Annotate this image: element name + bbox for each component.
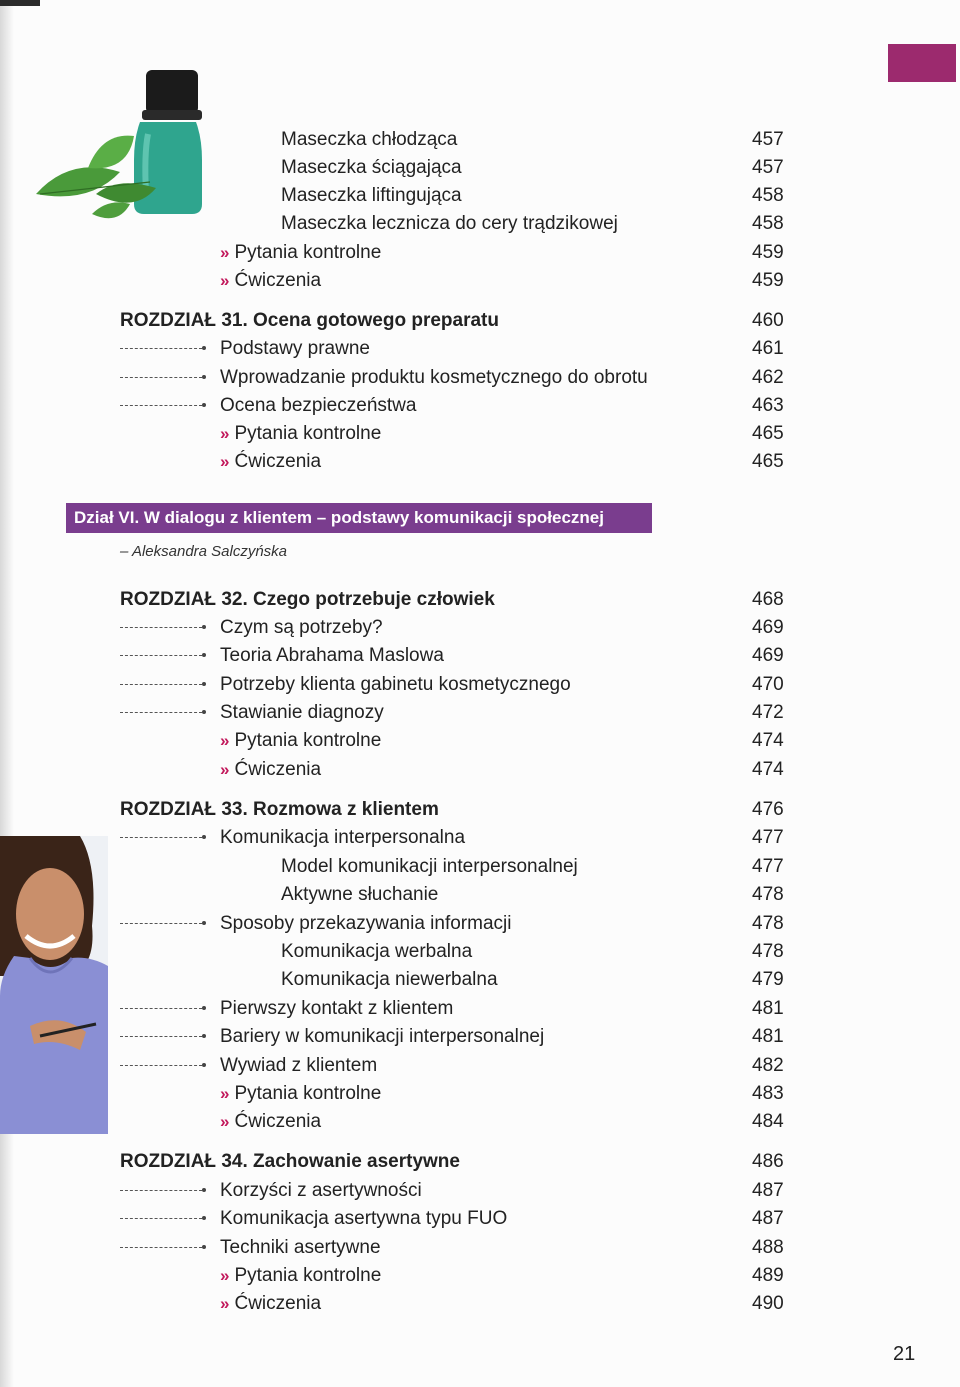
entry-text: Pytania kontrolne xyxy=(234,242,382,263)
double-chevron-right-icon: » xyxy=(220,271,230,290)
toc-entry xyxy=(0,1262,800,1290)
entry-text: Ćwiczenia xyxy=(234,1293,322,1314)
toc-entry xyxy=(0,182,800,210)
entry-title xyxy=(120,307,499,335)
dotted-leader-icon xyxy=(120,627,202,628)
section-tab-marker xyxy=(888,44,956,82)
chapter-row xyxy=(0,1148,800,1176)
dotted-leader-icon xyxy=(120,1218,202,1219)
entry-text: Pytania kontrolne xyxy=(234,423,382,444)
toc-entry xyxy=(0,448,800,476)
entry-text: Czym są potrzeby? xyxy=(220,617,383,638)
entry-title xyxy=(281,126,457,154)
toc-entry xyxy=(0,1080,800,1108)
toc-entry xyxy=(0,1234,800,1262)
entry-title xyxy=(220,448,321,476)
entry-title xyxy=(220,364,648,392)
entry-page-number: 474 xyxy=(752,759,784,780)
dotted-leader-icon xyxy=(120,348,202,349)
toc-entry xyxy=(0,995,800,1023)
entry-page-number: 483 xyxy=(752,1083,784,1104)
entry-page-number: 458 xyxy=(752,185,784,206)
entry-page-number: 465 xyxy=(752,451,784,472)
entry-page-number: 486 xyxy=(752,1151,784,1172)
entry-text: Ćwiczenia xyxy=(234,270,322,291)
entry-page-number: 463 xyxy=(752,395,784,416)
entry-title xyxy=(220,335,370,363)
toc-entry xyxy=(0,756,800,784)
entry-title xyxy=(220,1023,544,1051)
entry-text: Sposoby przekazywania informacji xyxy=(220,913,512,934)
toc-entry xyxy=(0,1290,800,1318)
toc-entry xyxy=(0,210,800,238)
entry-title xyxy=(220,614,383,642)
entry-text: Czego potrzebuje człowiek xyxy=(253,589,495,610)
entry-page-number: 474 xyxy=(752,730,784,751)
entry-title xyxy=(120,586,495,614)
toc-entry xyxy=(0,267,800,295)
entry-title xyxy=(220,1080,381,1108)
toc-entry xyxy=(0,824,800,852)
entry-page-number: 481 xyxy=(752,998,784,1019)
entry-text: Model komunikacji interpersonalnej xyxy=(281,856,578,877)
toc-entry xyxy=(0,699,800,727)
entry-page-number: 487 xyxy=(752,1208,784,1229)
toc-entry xyxy=(0,154,800,182)
toc-entry xyxy=(0,853,800,881)
dotted-leader-icon xyxy=(120,1190,202,1191)
entry-title xyxy=(281,881,438,909)
entry-title xyxy=(220,1052,377,1080)
entry-page-number: 462 xyxy=(752,367,784,388)
toc-entry xyxy=(0,671,800,699)
entry-page-number: 469 xyxy=(752,645,784,666)
dotted-leader-icon xyxy=(120,1008,202,1009)
entry-page-number: 478 xyxy=(752,913,784,934)
entry-page-number: 479 xyxy=(752,969,784,990)
entry-title xyxy=(220,420,381,448)
entry-text: Komunikacja werbalna xyxy=(281,941,473,962)
entry-page-number: 460 xyxy=(752,310,784,331)
entry-title xyxy=(220,1290,321,1318)
toc-entry xyxy=(0,239,800,267)
entry-title xyxy=(220,267,321,295)
dotted-leader-icon xyxy=(120,655,202,656)
entry-title xyxy=(220,1205,507,1233)
entry-page-number: 459 xyxy=(752,270,784,291)
entry-text: Maseczka chłodząca xyxy=(281,129,458,150)
toc-entry xyxy=(0,420,800,448)
entry-text: Komunikacja asertywna typu FUO xyxy=(220,1208,508,1229)
entry-text: Maseczka lecznicza do cery trądzikowej xyxy=(281,213,618,234)
entry-title xyxy=(220,1177,422,1205)
entry-text: Stawianie diagnozy xyxy=(220,702,384,723)
double-chevron-right-icon: » xyxy=(220,731,230,750)
entry-page-number: 490 xyxy=(752,1293,784,1314)
entry-text: Korzyści z asertywności xyxy=(220,1180,422,1201)
entry-text: Wprowadzanie produktu kosmetycznego do obrotu xyxy=(220,367,648,388)
entry-page-number: 488 xyxy=(752,1237,784,1258)
double-chevron-right-icon: » xyxy=(220,452,230,471)
entry-title xyxy=(281,154,462,182)
entry-title xyxy=(220,1234,381,1262)
entry-text: Techniki asertywne xyxy=(220,1237,381,1258)
entry-page-number: 468 xyxy=(752,589,784,610)
entry-text: Ćwiczenia xyxy=(234,451,322,472)
entry-title xyxy=(220,995,453,1023)
entry-text: Pierwszy kontakt z klientem xyxy=(220,998,454,1019)
entry-text: Pytania kontrolne xyxy=(234,1083,382,1104)
entry-page-number: 469 xyxy=(752,617,784,638)
section-author: – Aleksandra Salczyńska xyxy=(120,543,288,560)
entry-text: Bariery w komunikacji interpersonalnej xyxy=(220,1026,545,1047)
entry-text: Maseczka liftingująca xyxy=(281,185,462,206)
chapter-number: ROZDZIAŁ 31. xyxy=(120,310,248,331)
entry-page-number: 477 xyxy=(752,827,784,848)
toc-entry xyxy=(0,881,800,909)
toc-entry xyxy=(0,364,800,392)
page-number: 21 xyxy=(893,1343,916,1365)
entry-title xyxy=(220,1262,381,1290)
entry-page-number: 472 xyxy=(752,702,784,723)
entry-page-number: 470 xyxy=(752,674,784,695)
entry-page-number: 461 xyxy=(752,338,784,359)
entry-text: Komunikacja niewerbalna xyxy=(281,969,498,990)
entry-text: Ocena gotowego preparatu xyxy=(253,310,499,331)
entry-page-number: 457 xyxy=(752,129,784,150)
entry-text: Podstawy prawne xyxy=(220,338,370,359)
entry-text: Ocena bezpieczeństwa xyxy=(220,395,417,416)
entry-text: Ćwiczenia xyxy=(234,1111,322,1132)
entry-page-number: 478 xyxy=(752,941,784,962)
entry-page-number: 481 xyxy=(752,1026,784,1047)
entry-title xyxy=(281,182,462,210)
double-chevron-right-icon: » xyxy=(220,760,230,779)
toc-entry xyxy=(0,727,800,755)
toc-entry xyxy=(0,1177,800,1205)
chapter-row xyxy=(0,307,800,335)
dotted-leader-icon xyxy=(120,1065,202,1066)
dotted-leader-icon xyxy=(120,684,202,685)
entry-title xyxy=(120,796,439,824)
chapter-number: ROZDZIAŁ 33. xyxy=(120,799,248,820)
entry-page-number: 482 xyxy=(752,1055,784,1076)
entry-text: Wywiad z klientem xyxy=(220,1055,378,1076)
toc-entry xyxy=(0,335,800,363)
toc-entry xyxy=(0,1052,800,1080)
entry-page-number: 489 xyxy=(752,1265,784,1286)
entry-page-number: 484 xyxy=(752,1111,784,1132)
entry-title xyxy=(281,210,618,238)
toc-entry xyxy=(0,614,800,642)
toc-entry xyxy=(0,126,800,154)
entry-text: Zachowanie asertywne xyxy=(253,1151,460,1172)
dotted-leader-icon xyxy=(120,712,202,713)
entry-title xyxy=(281,966,498,994)
entry-page-number: 465 xyxy=(752,423,784,444)
double-chevron-right-icon: » xyxy=(220,1112,230,1131)
entry-page-number: 477 xyxy=(752,856,784,877)
entry-title xyxy=(281,938,472,966)
top-edge-mark xyxy=(0,0,40,6)
entry-title xyxy=(281,853,578,881)
entry-title xyxy=(220,910,511,938)
entry-page-number: 459 xyxy=(752,242,784,263)
chapter-number: ROZDZIAŁ 32. xyxy=(120,589,248,610)
entry-page-number: 478 xyxy=(752,884,784,905)
double-chevron-right-icon: » xyxy=(220,1294,230,1313)
entry-title xyxy=(220,642,444,670)
double-chevron-right-icon: » xyxy=(220,243,230,262)
entry-title xyxy=(220,239,381,267)
chapter-row xyxy=(0,796,800,824)
entry-page-number: 476 xyxy=(752,799,784,820)
entry-text: Rozmowa z klientem xyxy=(253,799,439,820)
toc-entry xyxy=(0,1108,800,1136)
entry-title xyxy=(220,824,465,852)
entry-title xyxy=(220,756,321,784)
double-chevron-right-icon: » xyxy=(220,1266,230,1285)
double-chevron-right-icon: » xyxy=(220,1084,230,1103)
entry-page-number: 457 xyxy=(752,157,784,178)
dotted-leader-icon xyxy=(120,377,202,378)
entry-title xyxy=(220,727,381,755)
entry-text: Komunikacja interpersonalna xyxy=(220,827,466,848)
entry-text: Maseczka ściągająca xyxy=(281,157,462,178)
entry-title xyxy=(120,1148,460,1176)
toc-entry xyxy=(0,392,800,420)
entry-title xyxy=(220,1108,321,1136)
double-chevron-right-icon: » xyxy=(220,424,230,443)
dotted-leader-icon xyxy=(120,837,202,838)
toc-entry xyxy=(0,1023,800,1051)
chapter-number: ROZDZIAŁ 34. xyxy=(120,1151,248,1172)
entry-title xyxy=(220,671,571,699)
section-banner: Dział VI. W dialogu z klientem – podstawy komunikacji społecznej xyxy=(66,503,652,533)
toc-entry xyxy=(0,938,800,966)
entry-text: Aktywne słuchanie xyxy=(281,884,439,905)
dotted-leader-icon xyxy=(120,405,202,406)
entry-page-number: 487 xyxy=(752,1180,784,1201)
toc-entry xyxy=(0,966,800,994)
entry-text: Ćwiczenia xyxy=(234,759,322,780)
toc-entry xyxy=(0,910,800,938)
dotted-leader-icon xyxy=(120,1247,202,1248)
toc-entry xyxy=(0,642,800,670)
entry-text: Teoria Abrahama Maslowa xyxy=(220,645,444,666)
entry-text: Pytania kontrolne xyxy=(234,1265,382,1286)
chapter-row xyxy=(0,586,800,614)
entry-title xyxy=(220,392,416,420)
dotted-leader-icon xyxy=(120,1036,202,1037)
entry-page-number: 458 xyxy=(752,213,784,234)
toc-entry xyxy=(0,1205,800,1233)
entry-text: Potrzeby klienta gabinetu kosmetycznego xyxy=(220,674,571,695)
entry-text: Pytania kontrolne xyxy=(234,730,382,751)
dotted-leader-icon xyxy=(120,923,202,924)
entry-title xyxy=(220,699,384,727)
